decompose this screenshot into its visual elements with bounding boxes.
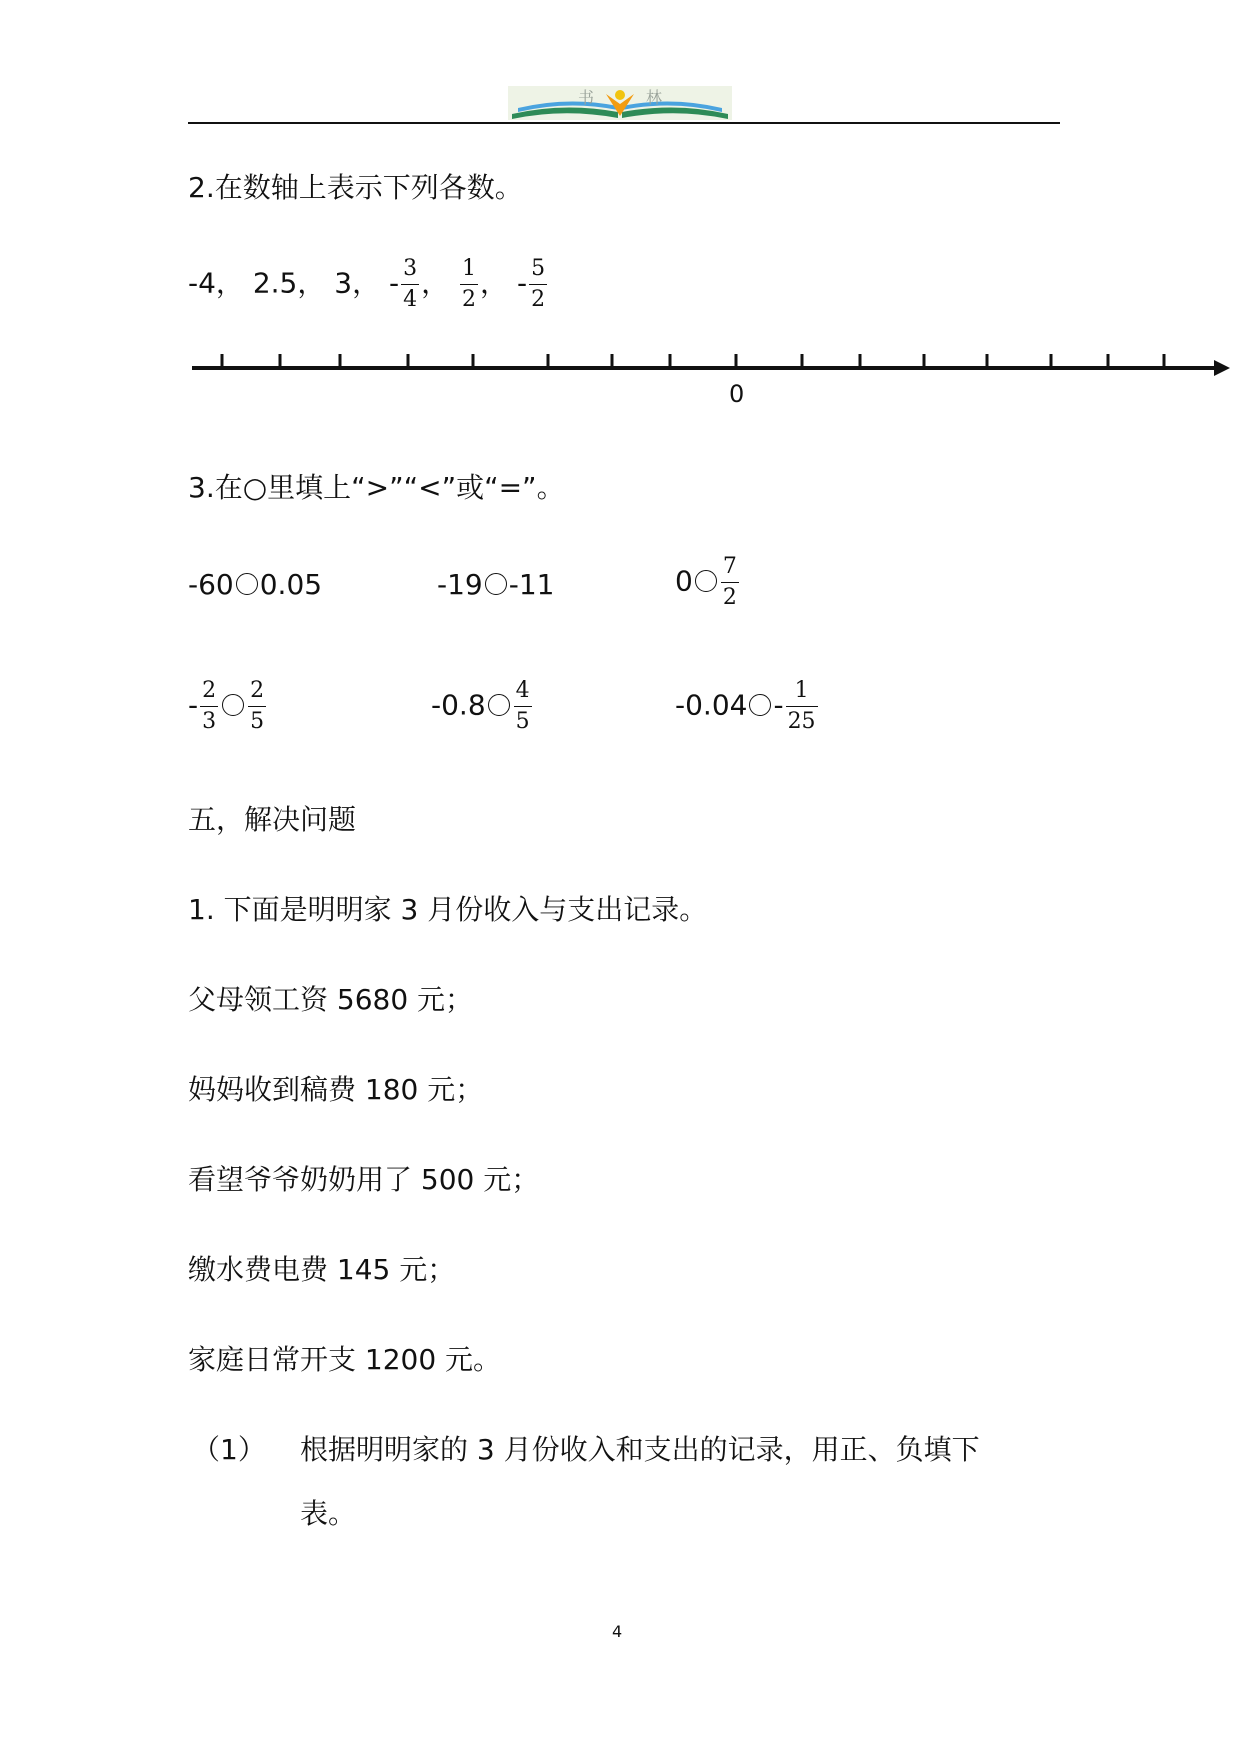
- arrow-right-icon: [1214, 360, 1230, 376]
- q2-item-f-sign: -: [516, 266, 528, 300]
- fraction: $\frac{1}{2}$: [462, 256, 477, 312]
- q3-title: 3.在○里填上“>”“<”或“=”。: [188, 471, 565, 504]
- sub-question-line1: 根据明明家的 3 月份收入和支出的记录，用正、负填下: [300, 1433, 980, 1466]
- fraction: $\frac{2}{5}$: [250, 678, 265, 734]
- page-number: 4: [612, 1622, 623, 1641]
- answer-circle[interactable]: [485, 573, 507, 595]
- svg-text:书: 书: [577, 88, 595, 107]
- q2-number-list: -4， 2.5， 3， - $\frac{3}{4}$ ， $\frac{1}{2}$ ， - $\frac{5}{2}$: [188, 256, 546, 312]
- q2-item-d-sign: -: [389, 266, 400, 300]
- q3-row1-b: -19 -11: [437, 568, 555, 601]
- fraction: $\frac{4}{5}$: [515, 678, 530, 734]
- section5-p2: 父母领工资 5680 元；: [188, 983, 474, 1016]
- answer-circle[interactable]: [749, 694, 771, 716]
- answer-circle[interactable]: [695, 570, 717, 592]
- sub-question-label: （1）: [192, 1433, 266, 1466]
- q2-item-a: -4，: [188, 266, 244, 300]
- section5-p3: 妈妈收到稿费 180 元；: [188, 1073, 484, 1106]
- answer-circle[interactable]: [488, 694, 510, 716]
- zero-label: 0: [729, 380, 745, 408]
- answer-circle[interactable]: [222, 694, 244, 716]
- q2-item-c: 3，: [334, 266, 381, 300]
- section5-p5: 缴水费电费 145 元；: [188, 1253, 456, 1286]
- section5-p6: 家庭日常开支 1200 元。: [188, 1343, 502, 1376]
- fraction: $\frac{5}{2}$: [531, 256, 546, 312]
- header-rule: [188, 122, 1060, 124]
- section5-p4: 看望爷爷奶奶用了 500 元；: [188, 1163, 540, 1196]
- number-line: [190, 352, 1230, 386]
- fraction: $\frac{3}{4}$: [403, 256, 418, 312]
- section5-p1: 1. 下面是明明家 3 月份收入与支出记录。: [188, 893, 708, 926]
- fraction: $\frac{2}{3}$: [202, 678, 217, 734]
- q3-row1-c: 0 $\frac{7}{2}$: [675, 554, 737, 610]
- header-logo: [508, 86, 732, 120]
- q3-row2-c: -0.04 - $\frac{1}{25}$: [675, 678, 816, 734]
- sub-question-line2: 表。: [300, 1497, 357, 1530]
- book-logo-icon: [508, 86, 732, 120]
- q3-row2-a: - $\frac{2}{3}$ $\frac{2}{5}$: [188, 678, 265, 734]
- section5-title: 五，解决问题: [188, 803, 357, 836]
- q2-item-b: 2.5，: [252, 266, 326, 300]
- fraction: $\frac{7}{2}$: [722, 554, 737, 610]
- fraction: $\frac{1}{25}$: [787, 678, 816, 734]
- answer-circle[interactable]: [236, 573, 258, 595]
- q3-row2-b: -0.8 $\frac{4}{5}$: [431, 678, 530, 734]
- svg-text:林: 林: [645, 88, 663, 107]
- number-line-axis: [190, 352, 1230, 382]
- q3-row1-a: -60 0.05: [188, 568, 323, 601]
- q2-title: 2.在数轴上表示下列各数。: [188, 171, 523, 204]
